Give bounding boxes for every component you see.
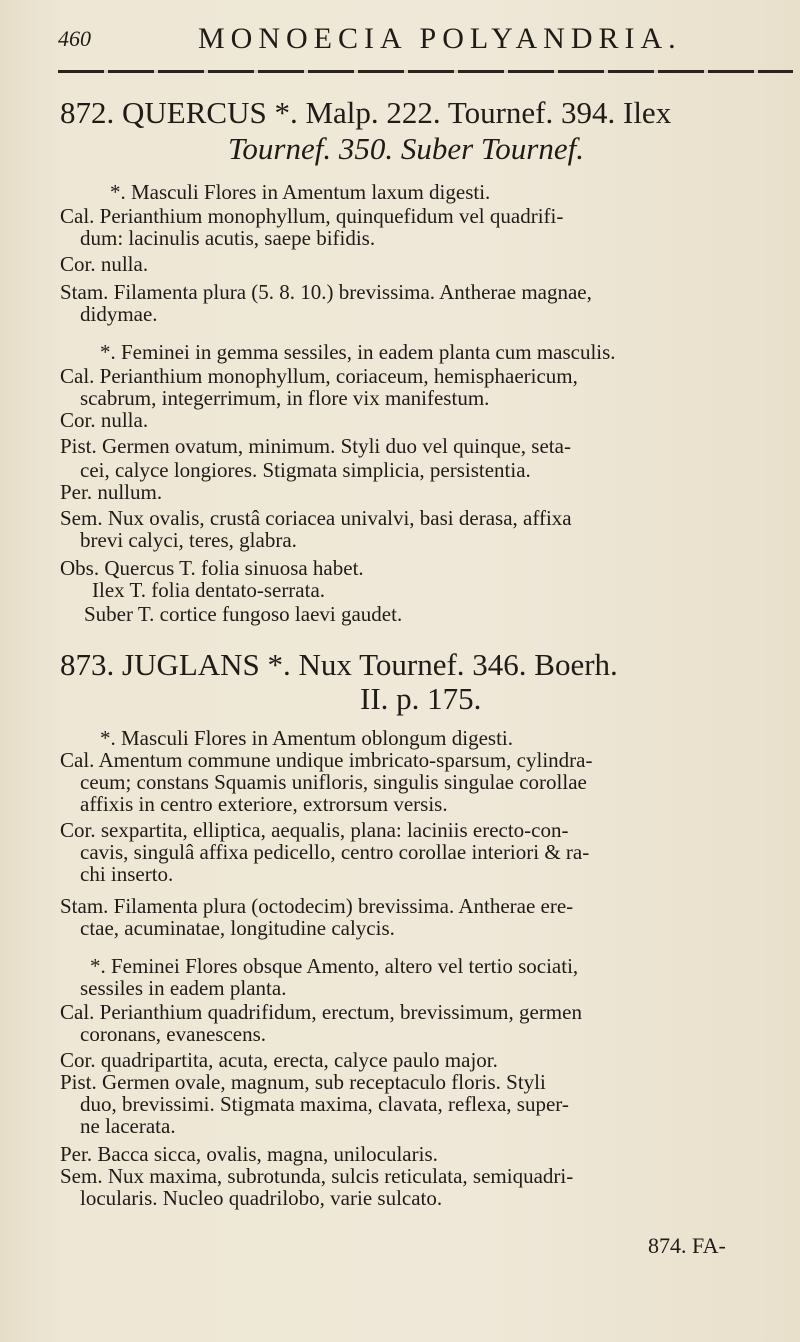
page-header (58, 22, 760, 62)
entry-heading-line: 872. QUERCUS *. Malp. 222. Tournef. 394. Ilex (60, 95, 672, 130)
text-line: affixis in centro exteriore, extrorsum versis. (80, 792, 448, 816)
entry-heading-line: 873. JUGLANS *. Nux Tournef. 346. Boerh. (60, 647, 618, 682)
text-line: Cor. nulla. (60, 252, 149, 276)
text-line: Pist. Germen ovale, magnum, sub receptaculo floris. Styli (60, 1070, 546, 1094)
catchword: 874. FA- (648, 1233, 726, 1258)
text-line: coronans, evanescens. (80, 1022, 267, 1046)
text-line: Sem. Nux ovalis, crustâ coriacea univalvi, basi derasa, affixa (60, 506, 572, 530)
text-line: chi inserto. (80, 862, 174, 886)
text-line: Pist. Germen ovatum, minimum. Styli duo vel quinque, seta- (60, 434, 571, 458)
text-line: ctae, acuminatae, longitudine calycis. (80, 916, 395, 940)
text-line: brevi calyci, teres, glabra. (80, 528, 297, 552)
text-line: cavis, singulâ affixa pedicello, centro corollae interiori & ra- (80, 840, 590, 864)
text-line: sessiles in eadem planta. (80, 976, 287, 1000)
text-line: *. Feminei Flores obsque Amento, altero vel tertio sociati, (90, 954, 579, 978)
text-line: scabrum, integerrimum, in flore vix manifestum. (80, 386, 490, 410)
header-rule (58, 70, 793, 73)
text-line: didymae. (80, 302, 158, 326)
text-line: ceum; constans Squamis unifloris, singulis singulae corollae (80, 770, 587, 794)
entry-heading-line: II. p. 175. (360, 681, 482, 716)
text-line: *. Masculi Flores in Amentum laxum digesti. (110, 180, 491, 204)
text-line: Cal. Perianthium monophyllum, coriaceum, hemisphaericum, (60, 364, 578, 388)
running-title: MONOECIA POLYANDRIA. (198, 22, 682, 55)
text-line: Per. nullum. (60, 480, 163, 504)
text-line: Per. Bacca sicca, ovalis, magna, unilocularis. (60, 1142, 438, 1166)
text-line: Obs. Quercus T. folia sinuosa habet. (60, 556, 364, 580)
text-line: Cal. Amentum commune undique imbricato-sparsum, cylindra- (60, 748, 593, 772)
text-line: Stam. Filamenta plura (octodecim) brevissima. Antherae ere- (60, 894, 574, 918)
text-line: cei, calyce longiores. Stigmata simplicia, persistentia. (80, 458, 531, 482)
text-line: ne lacerata. (80, 1114, 176, 1138)
text-line: *. Masculi Flores in Amentum oblongum digesti. (100, 726, 513, 750)
text-line: Sem. Nux maxima, subrotunda, sulcis reticulata, semiquadri- (60, 1164, 574, 1188)
text-line: locularis. Nucleo quadrilobo, varie sulcato. (80, 1186, 443, 1210)
text-line: Cor. nulla. (60, 408, 149, 432)
text-line: *. Feminei in gemma sessiles, in eadem planta cum masculis. (100, 340, 616, 364)
text-line: Cor. quadripartita, acuta, erecta, calyce paulo major. (60, 1048, 498, 1072)
text-line: Stam. Filamenta plura (5. 8. 10.) brevissima. Antherae magnae, (60, 280, 592, 304)
text-line: Ilex T. folia dentato-serrata. (92, 578, 326, 602)
text-line: Cor. sexpartita, elliptica, aequalis, plana: laciniis erecto-con- (60, 818, 569, 842)
text-line: dum: lacinulis acutis, saepe bifidis. (80, 226, 376, 250)
text-line: duo, brevissimi. Stigmata maxima, clavata, reflexa, super- (80, 1092, 569, 1116)
entry-heading-line: Tournef. 350. Suber Tournef. (228, 131, 584, 166)
page-number: 460 (58, 26, 91, 51)
text-line: Cal. Perianthium quadrifidum, erectum, brevissimum, germen (60, 1000, 582, 1024)
text-line: Suber T. cortice fungoso laevi gaudet. (84, 602, 403, 626)
text-line: Cal. Perianthium monophyllum, quinquefidum vel quadrifi- (60, 204, 564, 228)
